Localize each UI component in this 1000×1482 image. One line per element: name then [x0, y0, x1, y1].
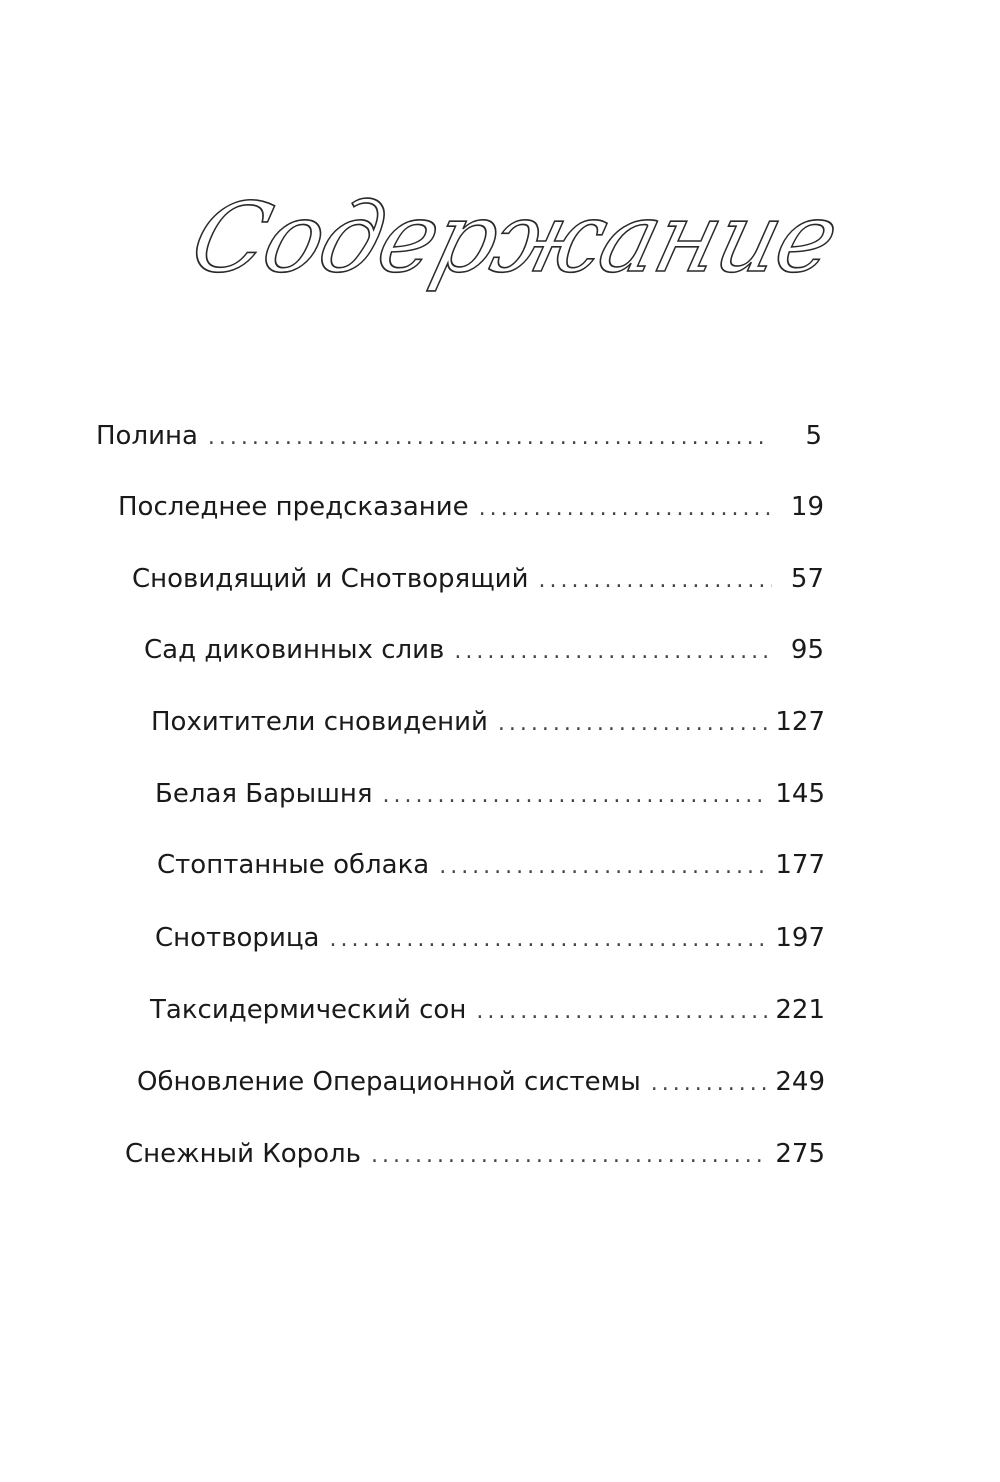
toc-entry-title: Стоптанные облака — [157, 850, 430, 880]
toc-entry-title: Таксидермический сон — [150, 995, 467, 1025]
toc-entry-title: Снотворица — [155, 923, 320, 953]
toc-entry-page: 275 — [775, 1139, 825, 1169]
toc-entry-page: 19 — [790, 492, 824, 522]
toc-leader-dots — [651, 1064, 770, 1104]
toc-entry-title: Сад диковинных слив — [144, 635, 445, 665]
toc-entry-title: Белая Барышня — [155, 779, 373, 809]
toc-entry-page: 177 — [775, 850, 825, 880]
toc-entry-title: Полина — [96, 421, 198, 451]
toc-entry[interactable] — [96, 416, 822, 456]
toc-entry-page: 5 — [805, 421, 822, 451]
toc-entry-page: 197 — [775, 923, 825, 953]
toc-leader-dots — [329, 920, 769, 960]
toc-entry-page: 249 — [775, 1067, 825, 1097]
toc-entry-title: Обновление Операционной системы — [137, 1067, 641, 1097]
toc-entry[interactable] — [132, 559, 824, 599]
toc-entry-title: Сновидящий и Снотворящий — [132, 564, 529, 594]
toc-entry-page: 145 — [775, 779, 825, 809]
toc-leader-dots — [479, 489, 772, 529]
toc-entry[interactable] — [155, 774, 825, 814]
toc-entry-title: Снежный Король — [125, 1139, 361, 1169]
toc-entry[interactable] — [118, 487, 824, 527]
toc-entry-page: 127 — [775, 707, 825, 737]
toc-leader-dots — [476, 992, 769, 1032]
toc-entry-page: 57 — [790, 564, 824, 594]
toc-entry-title: Похитители сновидений — [151, 707, 488, 737]
toc-entry[interactable] — [144, 630, 824, 670]
toc-leader-dots — [208, 418, 770, 458]
toc-entry[interactable] — [137, 1062, 825, 1102]
toc-entry-title: Последнее предсказание — [118, 492, 469, 522]
toc-entry[interactable] — [125, 1134, 825, 1174]
toc-entry-page: 95 — [790, 635, 824, 665]
toc-entry[interactable] — [157, 845, 825, 885]
toc-entry[interactable] — [150, 990, 825, 1030]
toc-leader-dots — [439, 847, 769, 887]
toc-entry[interactable] — [155, 918, 825, 958]
toc-leader-dots — [383, 776, 770, 816]
toc-leader-dots — [454, 632, 772, 672]
contents-heading: Содержание — [180, 182, 848, 294]
toc-leader-dots — [371, 1136, 769, 1176]
toc-leader-dots — [498, 704, 769, 744]
toc-entry[interactable] — [151, 702, 825, 742]
toc-leader-dots — [538, 561, 772, 601]
toc-entry-page: 221 — [775, 995, 825, 1025]
